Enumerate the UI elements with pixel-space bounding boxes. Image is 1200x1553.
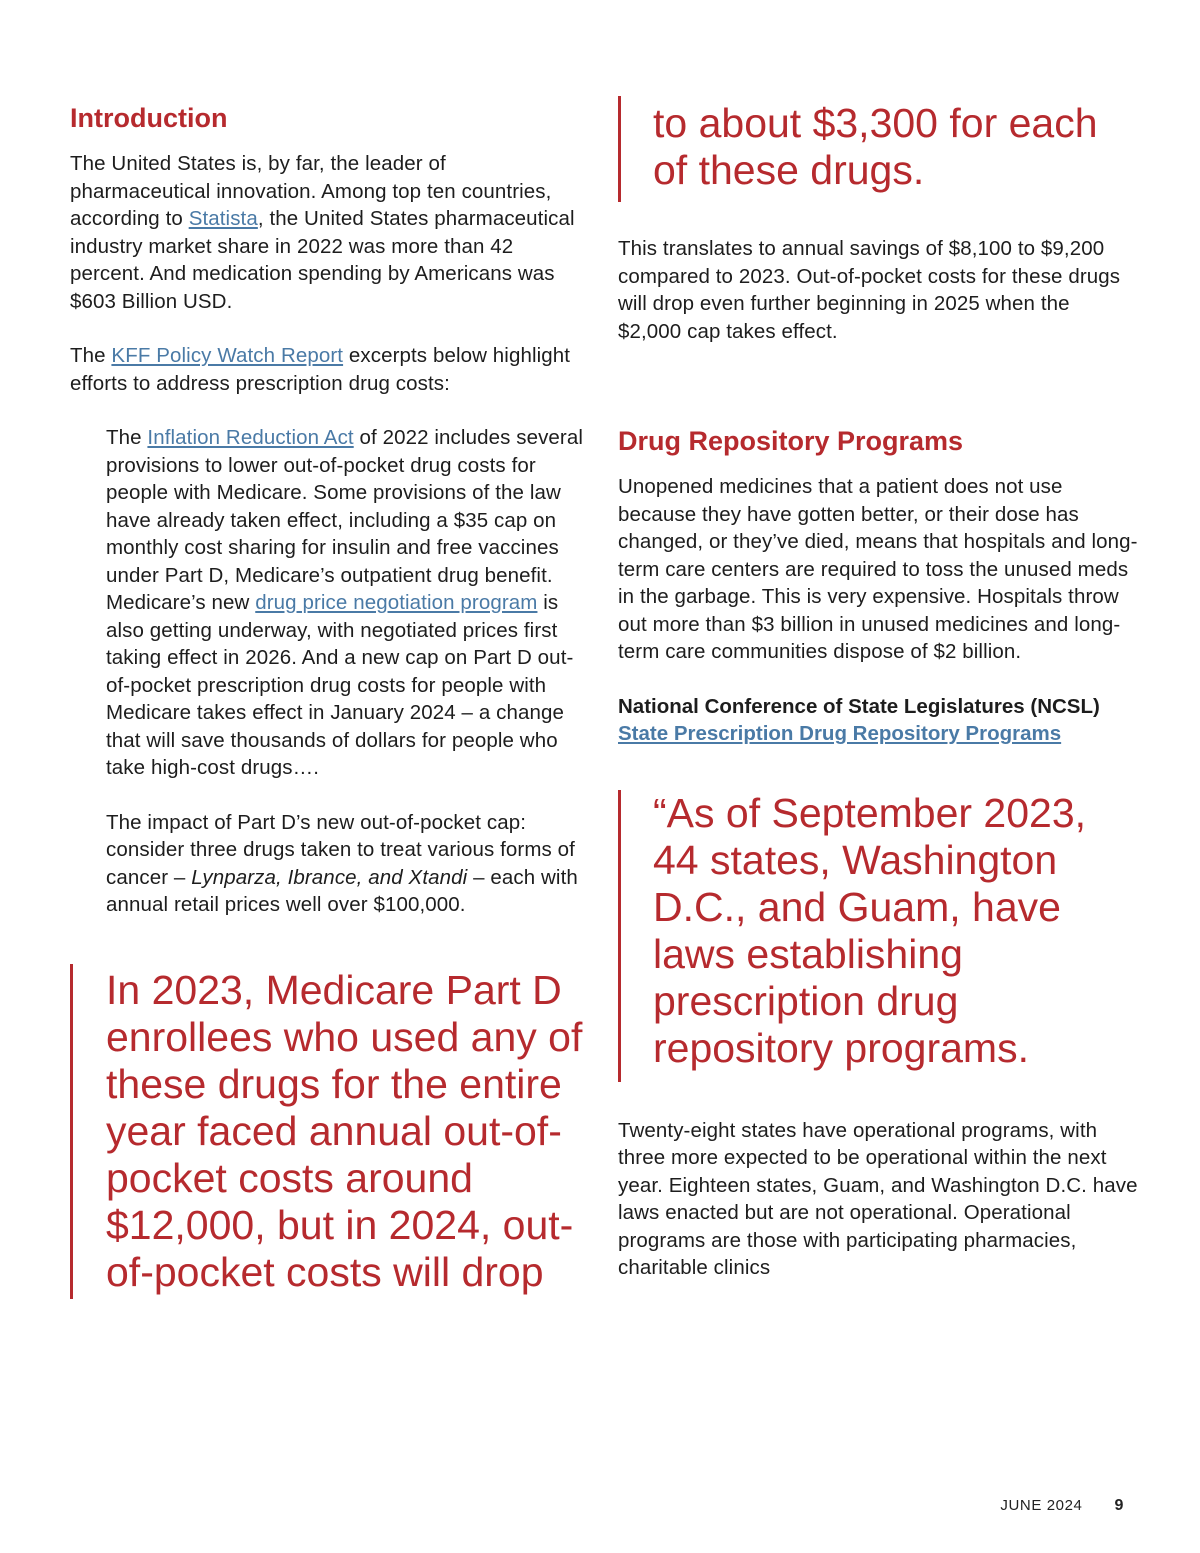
part-d-text-2: – each with annual retail prices well over $100,000. [106, 865, 578, 916]
intro-text-2: , the United States pharmaceutical industry market share in 2022 was more than 42 percent. And medication spending by Americans was $603 Billion USD. [70, 207, 575, 313]
pull-quote-text: “As of September 2023, 44 states, Washington D.C., and Guam, have laws establishing prescription drug repository programs. [653, 789, 1087, 1071]
repository-paragraph: Unopened medicines that a patient does not use because they have gotten better, or their dose has changed, or they’ve died, means that hospitals and long-term care centers are required to toss the unused meds in the garbage. This is very expensive. Hospitals throw out more than $3 billion in unused medicines and long-term care communities dispose of $2 billion. [618, 475, 1138, 663]
drug-repository-heading: Drug Repository Programs [618, 426, 964, 456]
ncsl-programs-link[interactable]: State Prescription Drug Repository Programs [618, 722, 1062, 745]
left-column [70, 100, 590, 1299]
intro-paragraph [70, 150, 590, 315]
ncsl-source [618, 693, 1138, 748]
pull-quote-text: In 2023, Medicare Part D enrollees who used any of these drugs for the entire year faced annual out-of-pocket costs around $12,000, but in 2024, out-of-pocket costs will drop [106, 966, 583, 1295]
inflation-reduction-act-link[interactable]: Inflation Reduction Act [147, 426, 354, 449]
introduction-heading: Introduction [70, 103, 228, 133]
pull-quote-bar [618, 790, 621, 1082]
ira-text-1: The [106, 426, 148, 449]
operational-states-paragraph: Twenty-eight states have operational programs, with three more expected to be operational within the next year. Eighteen states, Guam, and Washington D.C. have laws enacted but are not operational. Operational programs are those with participating pharmacies, charitable clinics [618, 1118, 1138, 1279]
pull-quote-states [618, 790, 1138, 1082]
kff-paragraph [70, 342, 590, 397]
intro-text-1: The United States is, by far, the leader of pharmaceutical innovation. Among top ten countries, according to [70, 152, 552, 230]
pull-quote-text: to about $3,300 for each of these drugs. [653, 100, 1098, 193]
kff-text-2: excerpts below highlight efforts to address prescription drug costs: [70, 344, 571, 395]
drug-names: Lynparza, Ibrance, and Xtandi [191, 865, 468, 889]
kff-text-1: The [70, 344, 112, 367]
ira-text-2: of 2022 includes several provisions to lower out-of-pocket drug costs for people with Medicare. Some provisions of the law have already taken effect, including a $35 cap on monthly cost sharing for insulin and free vaccines under Part D, Medicare’s outpatient drug benefit. Medicare’s new [106, 426, 583, 614]
issue-date: JUNE 2024 [1000, 1497, 1083, 1514]
savings-paragraph: This translates to annual savings of $8,100 to $9,200 compared to 2023. Out-of-pocket costs for these drugs will drop even further beginning in 2025 when the $2,000 cap takes effect. [618, 237, 1121, 343]
kff-report-link[interactable]: KFF Policy Watch Report [111, 344, 344, 367]
kff-excerpt [106, 424, 590, 919]
part-d-text-1: The impact of Part D’s new out-of-pocket cap: consider three drugs taken to treat various forms of cancer – [106, 810, 575, 889]
right-column [618, 96, 1138, 1282]
page-number: 9 [1114, 1497, 1124, 1514]
part-d-cap-paragraph [106, 809, 590, 919]
ira-text-3: is also getting underway, with negotiated prices first taking effect in 2026. And a new cap on Part D out-of-pocket prescription drug costs for people with Medicare takes effect in January 2024 – a change that will save thousands of dollars for people who take high-cost drugs…. [106, 591, 574, 779]
pull-quote-bar [70, 964, 73, 1299]
drug-price-negotiation-link[interactable]: drug price negotiation program [255, 591, 538, 614]
page-footer [1000, 1497, 1124, 1515]
ncsl-label: National Conference of State Legislatures (NCSL) [618, 694, 1100, 718]
statista-link[interactable]: Statista [188, 207, 258, 230]
pull-quote-medicare [70, 964, 590, 1299]
pull-quote-continuation [618, 96, 1138, 202]
pull-quote-bar [618, 96, 621, 202]
ira-paragraph [106, 424, 590, 782]
